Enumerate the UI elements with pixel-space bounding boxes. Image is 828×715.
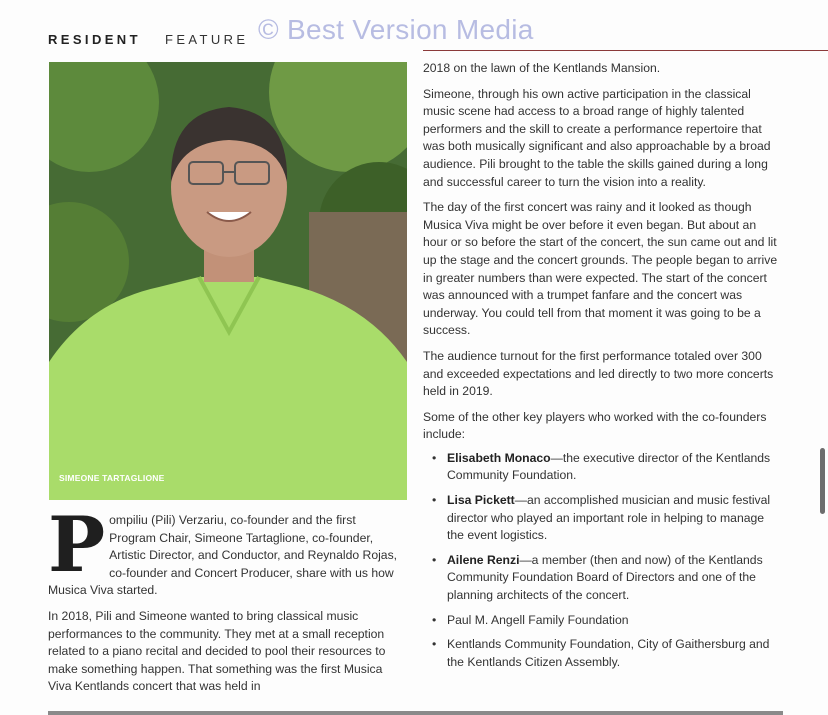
paragraph-2: Simeone, through his own active participation in the classical music scene had access to a broad range of highly talented performers and the skill to create a performance repertoire that was both musically significant and also approachable by a broad audience. Pili brought to the table the skills gained during a long and successful career to turn the vision into a reality. — [423, 86, 771, 189]
next-page-edge — [48, 711, 783, 715]
intro-paragraph — [48, 500, 404, 600]
paragraph-3: The day of the first concert was rainy and it looked as though Musica Viva might be over before it even began. But about an hour or so before the start of the concert, the sun came out and lit up the stage and the concert grounds. The people began to arrive in greater numbers than were expected. The start of the concert was announced with a trumpet fanfare and the concert was underway. You could tell from that moment it was going to be a success. — [423, 200, 778, 338]
intro-text: ompiliu (Pili) Verzariu, co-founder and the first Program Chair, Simeone Tartaglione, co-founder, Artistic Director, and Conductor, and Reynaldo Rojas, co-founder and Concert Producer, share with us how Musica Viva started. — [48, 513, 398, 598]
section-header — [48, 14, 783, 56]
list-item: • Ailene Renzi—a member (then and now) of the Kentlands Community Foundation Board of Directors and one of the planning architects of the concert. — [423, 552, 783, 605]
section-label-resident: RESIDENT — [48, 32, 141, 47]
photo-caption: SIMEONE TARTAGLIONE — [59, 473, 165, 483]
header-rule — [423, 50, 828, 51]
drop-cap: P — [48, 500, 106, 589]
scrollbar-thumb[interactable] — [820, 448, 825, 514]
list-item: • Paul M. Angell Family Foundation — [423, 612, 783, 630]
paragraph-5: Some of the other key players who worked with the co-founders include: — [423, 409, 767, 442]
paragraph-1: In 2018, Pili and Simeone wanted to bring classical music performances to the community. They met at a small reception related to a piano recital and decided to pool their resources to make something happen. That something was the first Musica Viva Kentlands concert that was held in — [48, 608, 386, 694]
portrait-illustration — [49, 62, 407, 500]
list-item: • Elisabeth Monaco—the executive director of the Kentlands Community Foundation. — [423, 450, 783, 485]
article-left-column — [48, 500, 404, 704]
portrait-photo — [49, 62, 407, 500]
key-players-list — [423, 450, 783, 672]
copyright-watermark: © Best Version Media — [258, 14, 534, 45]
article-right-column — [423, 60, 783, 678]
list-item: • Lisa Pickett—an accomplished musician and music festival director who played an important role in helping to manage the event logistics. — [423, 492, 783, 545]
list-item: • Kentlands Community Foundation, City of Gaithersburg and the Kentlands Citizen Assembly. — [423, 636, 783, 671]
section-label-feature: FEATURE — [165, 32, 249, 47]
paragraph-1-continued: 2018 on the lawn of the Kentlands Mansion. — [423, 61, 661, 75]
paragraph-4: The audience turnout for the first performance totaled over 300 and exceeded expectations and led directly to two more concerts held in 2019. — [423, 348, 774, 399]
